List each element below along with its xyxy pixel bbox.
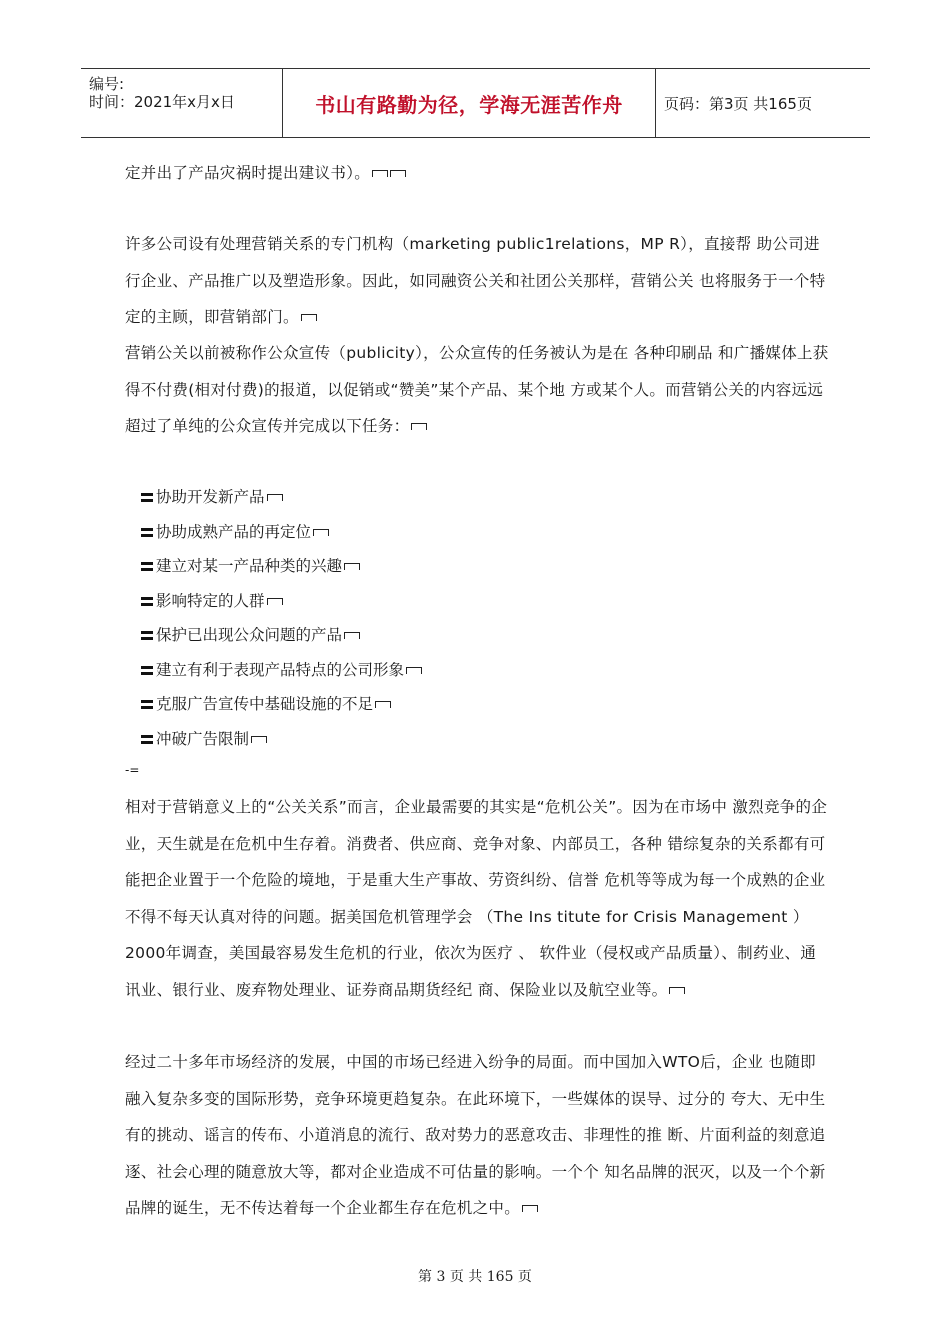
paragraph-mark-icon: [344, 632, 360, 639]
paragraph-mark-icon: [411, 423, 427, 430]
bullet-icon: [141, 493, 153, 502]
list-item-text: 建立有利于表现产品特点的公司形象: [156, 660, 405, 679]
list-item: [141, 549, 422, 584]
paragraph-mark-icon: [344, 563, 360, 570]
list-item-text: 协助开发新产品: [156, 488, 265, 506]
paragraph-mark-icon: [372, 170, 388, 177]
paragraph-mark-icon: [522, 1205, 538, 1212]
header-motto-cell: [283, 69, 656, 137]
list-item-text: 建立对某一产品种类的兴趣: [156, 557, 343, 575]
paragraph-mark-icon: [267, 598, 283, 605]
header-meta: [81, 69, 283, 137]
paragraph-text: 经过二十多年市场经济的发展，中国的市场已经进入纷争的局面。而中国加入WTO后，企业 也随即融入复杂多变的国际形势，竞争环境更趋复杂。在此环境下，一些媒体的误导、过分的 夸大、无中生有的挑动、谣言的传布、小道消息的流行、敌对势力的恶意攻击、非理性的推 断、片面利益的刻意追逐、社会心理的随意放大等，都对企业造成不可估量的影响。一个个 知名品牌的泯灭，以及一个个新品牌的诞生，无不传达着每一个企业都生存在危机之中。: [125, 1053, 826, 1217]
paragraph-mark-icon: [313, 529, 329, 536]
list-item: [141, 722, 422, 757]
list-item-text: 冲破广告限制: [156, 729, 250, 748]
paragraph-china-market: [125, 1044, 830, 1227]
paragraph-crisis-pr: [125, 789, 830, 1008]
document-number-label: 编号:: [89, 75, 125, 93]
list-item: [141, 515, 422, 550]
list-item-text: 影响特定的人群: [156, 591, 265, 610]
bullet-icon: [141, 528, 153, 537]
header-motto: 书山有路勤为径，学海无涯苦作舟: [315, 92, 623, 117]
paragraph-text: 营销公关以前被称作公众宣传（publicity），公众宣传的任务被认为是在 各种印刷品 和广播媒体上获得不付费(相对付费)的报道，以促销或“赞美”某个产品、某个地 方或某个人。而营销公关的内容远远超过了单纯的公众宣传并完成以下任务：: [125, 344, 829, 435]
bullet-icon: [141, 735, 153, 744]
paragraph-mark-icon: [375, 701, 391, 708]
paragraph-text: 许多公司设有处理营销关系的专门机构（marketing public1relations，MP R），直接帮 助公司进行企业、产品推广以及塑造形象。因此，如同融资公关和社团公关那样，营销公关 也将服务于一个特定的主顾，即营销部门。: [125, 235, 826, 326]
list-item-text: 保护已出现公众问题的产品: [156, 626, 343, 644]
list-item: [141, 687, 422, 722]
paragraph-mark-icon: [267, 494, 283, 501]
paragraph-mark-icon: [301, 314, 317, 321]
bullet-icon: [141, 666, 153, 675]
section-separator: -=: [125, 763, 140, 777]
header-page-info: 页码：第3页 共165页: [664, 94, 812, 113]
page-footer: 第 3 页 共 165 页: [418, 1269, 532, 1285]
bullet-icon: [141, 631, 153, 640]
task-list: [141, 480, 422, 756]
paragraph-mark-icon: [406, 667, 422, 674]
list-item: [141, 653, 422, 688]
document-date: 时间：2021年x月x日: [89, 93, 235, 111]
paragraph-text: 相对于营销意义上的“公关关系”而言，企业最需要的其实是“危机公关”。因为在市场中 激烈竞争的企业，天生就是在危机中生存着。消费者、供应商、竞争对象、内部员工，各种 错综复杂的关系都有可能把企业置于一个危险的境地，于是重大生产事故、劳资纠纷、信誉 危机等等成为每一个成熟的企业不得不每天认真对待的问题。据美国危机管理学会 （The Ins titute for Crisis Management ）2000年调查，美国最容易发生危机的行业，依次为医疗 、 软件业（侵权或产品质量）、制药业、通讯业、银行业、废弃物处理业、证券商品期货经纪 商、保险业以及航空业等。: [125, 798, 828, 999]
header-page-cell: [656, 69, 870, 137]
bullet-icon: [141, 700, 153, 709]
list-item: [141, 618, 422, 653]
paragraph-mark-icon: [390, 170, 406, 177]
paragraph-mark-icon: [251, 736, 267, 743]
paragraph-mark-icon: [669, 987, 685, 994]
list-item-text: 克服广告宣传中基础设施的不足: [156, 695, 374, 713]
bullet-icon: [141, 562, 153, 571]
paragraph-publicity: [125, 335, 830, 445]
header-table: [81, 68, 870, 138]
list-item: [141, 480, 422, 515]
paragraph-text: 定并出了产品灾祸时提出建议书）。: [125, 164, 371, 182]
list-item: [141, 584, 422, 619]
list-item-text: 协助成熟产品的再定位: [156, 522, 312, 541]
paragraph-continuation: [125, 155, 830, 192]
bullet-icon: [141, 597, 153, 606]
paragraph-marketing-pr: [125, 226, 830, 336]
